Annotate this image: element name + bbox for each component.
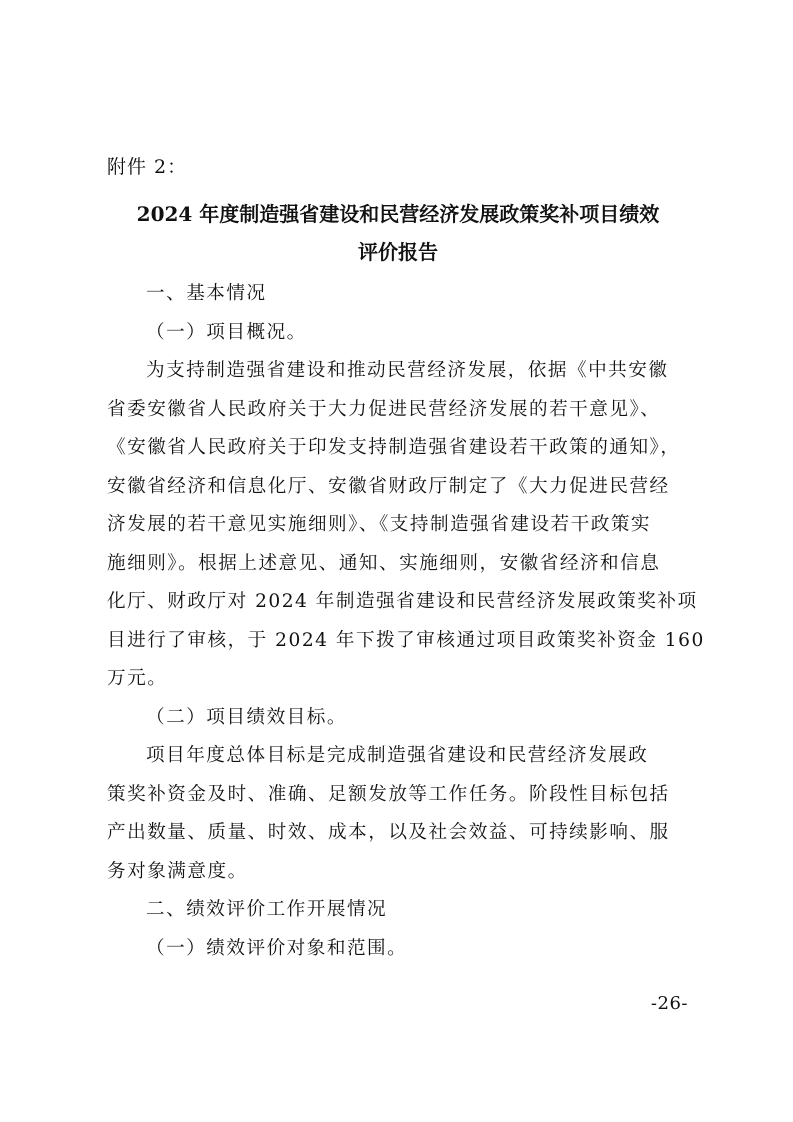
paragraph-line: 策奖补资金及时、准确、足额发放等工作任务。阶段性目标包括 bbox=[107, 784, 670, 805]
paragraph-line: 化厅、财政厅对 2024 年制造强省建设和民营经济发展政策奖补项 bbox=[107, 591, 698, 612]
page-number: -26- bbox=[650, 993, 688, 1014]
subsection-heading-project-overview: （一）项目概况。 bbox=[146, 322, 307, 343]
paragraph-line: 目进行了审核，于 2024 年下拨了审核通过项目政策奖补资金 160 bbox=[107, 630, 705, 651]
paragraph-line: 产出数量、质量、时效、成本，以及社会效益、可持续影响、服 bbox=[107, 822, 670, 843]
paragraph-line: 省委安徽省人民政府关于大力促进民营经济发展的若干意见》、 bbox=[107, 399, 661, 420]
paragraph-line: 项目年度总体目标是完成制造强省建设和民营经济发展政 bbox=[146, 745, 649, 766]
attachment-label: 附件 2： bbox=[107, 156, 188, 178]
paragraph-line: 为支持制造强省建设和推动民营经济发展，依据《中共安徽 bbox=[146, 360, 669, 381]
paragraph-line: 万元。 bbox=[107, 668, 168, 689]
paragraph-line: 济发展的若干意见实施细则》、《支持制造强省建设若干政策实 bbox=[107, 514, 652, 535]
section-heading-basic-info: 一、基本情况 bbox=[146, 283, 267, 304]
report-title-line-2: 评价报告 bbox=[358, 240, 438, 264]
section-heading-evaluation-work: 二、绩效评价工作开展情况 bbox=[146, 899, 388, 920]
subsection-heading-performance-goals: （二）项目绩效目标。 bbox=[146, 707, 347, 728]
subsection-heading-evaluation-scope: （一）绩效评价对象和范围。 bbox=[146, 938, 408, 959]
paragraph-line: 施细则》。根据上述意见、通知、实施细则，安徽省经济和信息 bbox=[107, 553, 661, 574]
paragraph-line: 安徽省经济和信息化厅、安徽省财政厅制定了《大力促进民营经 bbox=[107, 476, 670, 497]
report-title-line-1: 2024 年度制造强省建设和民营经济发展政策奖补项目绩效 bbox=[136, 202, 660, 226]
paragraph-line: 《安徽省人民政府关于印发支持制造强省建设若干政策的通知》， bbox=[107, 437, 681, 458]
paragraph-line: 务对象满意度。 bbox=[107, 861, 248, 882]
